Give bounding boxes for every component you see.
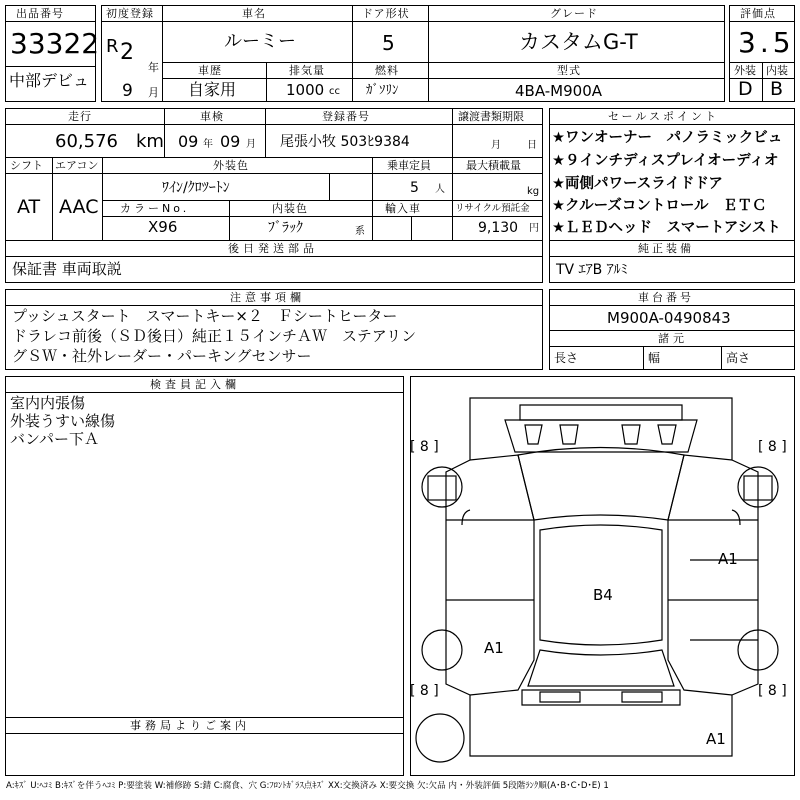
- damage-mark: A1: [706, 730, 726, 748]
- transfer-day-unit: 日: [527, 140, 537, 151]
- inspection-label: 車検: [200, 110, 224, 123]
- selling-point-item: ★９インチディスプレイオーディオ: [552, 153, 779, 169]
- model: 4BA-M900A: [515, 82, 603, 100]
- model-label: 型式: [557, 64, 581, 77]
- interior-label: 内装: [766, 64, 788, 77]
- mileage-unit: km: [136, 131, 164, 152]
- plate: 尾張小牧 503ﾋ9384: [280, 134, 410, 150]
- ext-color-blank: [329, 173, 373, 201]
- later-parts-label: 後日発送部品: [228, 242, 318, 255]
- tire-mark-front-right: [ 8 ]: [758, 439, 787, 455]
- inspector-line: 室内内張傷: [10, 394, 86, 412]
- import-cell: [372, 216, 412, 241]
- ext-color: ﾜｲﾝ/ｸﾛﾂｰﾄﾝ: [162, 180, 230, 196]
- selling-point-item: ★クルーズコントロール ＥＴＣ: [552, 198, 767, 214]
- displacement-unit: cc: [329, 86, 340, 97]
- score-label: 評価点: [740, 7, 776, 20]
- transfer-month-unit: 月: [491, 140, 501, 151]
- lot-number: 33322: [10, 27, 100, 60]
- recycle-label: リサイクル預託金: [455, 203, 530, 214]
- import-label: 輸入車: [385, 202, 421, 215]
- history-label: 車歴: [198, 64, 222, 77]
- height-label: 高さ: [726, 351, 751, 365]
- fuel-label: 燃料: [375, 64, 399, 77]
- inspector-label: 検査員記入欄: [150, 378, 240, 391]
- damage-mark: B4: [593, 586, 613, 604]
- office-cell: [5, 733, 404, 776]
- capacity-unit: 人: [435, 184, 445, 195]
- equipment-label: 純正装備: [638, 242, 694, 255]
- inspector-line: バンパー下Ａ: [10, 430, 99, 448]
- tire-mark-rear-right: [ 8 ]: [758, 683, 787, 699]
- equipment: TV ｴｱB ｱﾙﾐ: [556, 262, 628, 278]
- interior: B: [770, 78, 784, 100]
- load-label: 最大積載量: [466, 159, 521, 172]
- selling-point-item: ★両側パワースライドドア: [552, 176, 723, 192]
- shift-label: シフト: [10, 159, 43, 172]
- insp-month-unit: 月: [246, 139, 256, 150]
- mileage-label: 走行: [68, 110, 92, 123]
- fuel: ｶﾞｿﾘﾝ: [366, 83, 399, 98]
- width-label: 幅: [648, 351, 661, 365]
- selling-point-item: ★ＬＥＤヘッド スマートアシスト: [552, 220, 781, 236]
- office-label: 事務局よりご案内: [130, 719, 250, 732]
- dims-label: 諸元: [658, 332, 688, 345]
- notes-line: プッシュスタート スマートキー×２ Ｆシートヒーター: [12, 307, 398, 325]
- shift: AT: [17, 196, 41, 218]
- grade: カスタムG-T: [519, 30, 638, 54]
- doors: 5: [382, 31, 395, 55]
- reg-month: 9: [122, 81, 133, 101]
- int-color-label: 内装色: [272, 202, 308, 215]
- legend: A:ｷｽﾞ U:ﾍｺﾐ B:ｷｽﾞを伴うﾍｺﾐ P:要塗装 W:補修跡 S:錆 C:腐食、穴 G:ﾌﾛﾝﾄｶﾞﾗｽ点ｷｽﾞ XX:交換済み X:要交換 欠:欠品 内・外装評価 5段階ﾗﾝｸ順(A･B･C･D･E) 1: [6, 781, 609, 791]
- notes-line: グＳＷ・社外レーダー・パーキングセンサー: [12, 347, 312, 365]
- month-unit: 月: [148, 86, 159, 99]
- tire-mark-front-left: [ 8 ]: [410, 439, 439, 455]
- doors-label: ドア形状: [362, 7, 410, 20]
- import-cell-2: [411, 216, 453, 241]
- color-no: X96: [148, 218, 178, 236]
- capacity: 5: [410, 180, 419, 196]
- chassis-label: 車台番号: [638, 291, 694, 304]
- capacity-label: 乗車定員: [387, 159, 431, 172]
- exterior-label: 外装: [734, 64, 756, 77]
- color-no-label: カラーNo.: [120, 202, 190, 215]
- selling-point-item: ★ワンオーナー パノラミックビュ: [552, 130, 783, 146]
- car-name: ルーミー: [224, 31, 296, 52]
- length-label: 長さ: [554, 351, 579, 365]
- car-name-label: 車名: [242, 7, 266, 20]
- grade-label: グレード: [550, 7, 598, 20]
- aircon: AAC: [59, 196, 99, 218]
- transfer-label: 譲渡書類期限: [458, 110, 524, 123]
- history: 自家用: [188, 80, 237, 99]
- score: 3.5: [738, 26, 795, 59]
- plate-label: 登録番号: [322, 110, 370, 123]
- first-reg-label: 初度登録: [106, 7, 154, 20]
- damage-mark: A1: [484, 639, 504, 657]
- diagram-frame: [410, 376, 795, 776]
- insp-year-unit: 年: [203, 139, 213, 150]
- tire-mark-rear-left: [ 8 ]: [410, 683, 439, 699]
- damage-mark: A1: [718, 550, 738, 568]
- notes-line: ドラレコ前後（ＳＤ後日）純正１５インチＡＷ ステアリン: [12, 327, 417, 345]
- insp-month: 09: [220, 132, 241, 151]
- year-unit: 年: [148, 61, 159, 74]
- later-parts: 保証書 車両取説: [12, 260, 122, 278]
- load-unit: kg: [527, 186, 540, 197]
- int-color-unit: 系: [355, 226, 365, 237]
- exterior: D: [738, 78, 753, 100]
- era: R: [106, 36, 119, 57]
- mileage: 60,576: [55, 131, 118, 152]
- venue: 中部デビュ: [9, 71, 90, 90]
- chassis-number: M900A-0490843: [607, 309, 731, 327]
- displacement-label: 排気量: [289, 64, 325, 77]
- recycle: 9,130: [478, 220, 519, 236]
- notes-label: 注意事項欄: [230, 291, 305, 304]
- int-color: ﾌﾞﾗｯｸ: [268, 220, 303, 236]
- displacement: 1000: [286, 81, 325, 99]
- recycle-unit: 円: [529, 223, 539, 234]
- aircon-label: エアコン: [55, 159, 99, 172]
- reg-year: 2: [120, 40, 134, 65]
- inspector-line: 外装うすい線傷: [10, 412, 116, 430]
- ext-color-label: 外装色: [213, 159, 249, 172]
- selling-points-label: セールスポイント: [608, 110, 720, 123]
- insp-year: 09: [178, 132, 199, 151]
- lot-label: 出品番号: [16, 7, 64, 20]
